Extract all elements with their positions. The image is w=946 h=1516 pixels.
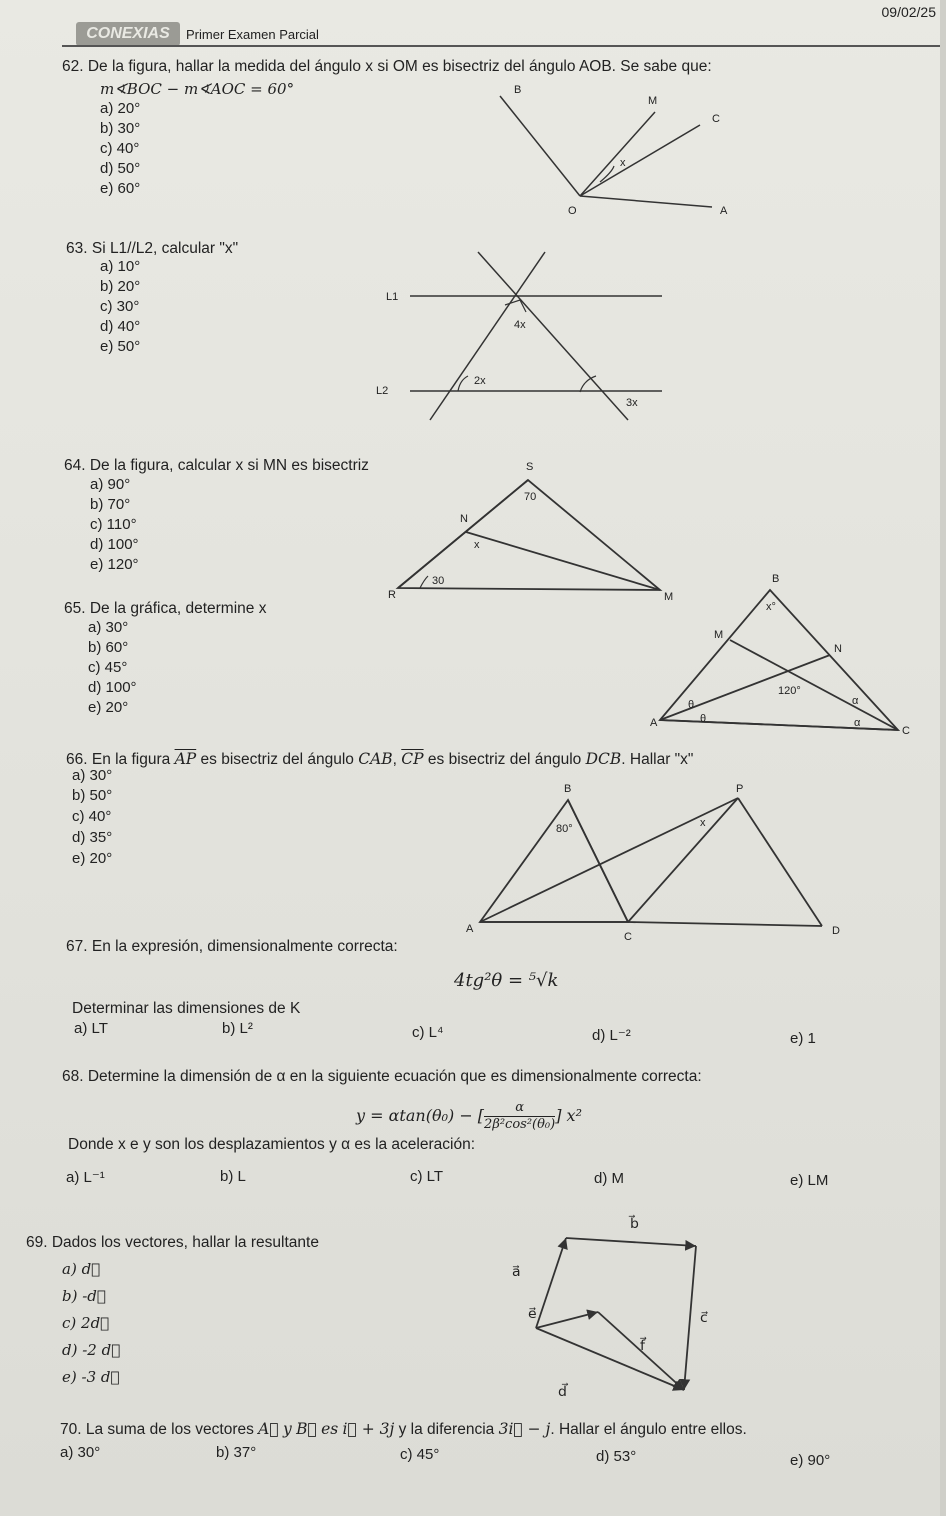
q65-text: 65. De la gráfica, determine x — [64, 600, 267, 617]
q62-option-e: e) 60° — [100, 180, 141, 197]
q66-label-C: C — [624, 931, 632, 943]
q68-formula-num: α — [484, 1100, 555, 1117]
q66-option-c: c) 40° — [72, 808, 112, 825]
q64-option-e: e) 120° — [90, 556, 139, 573]
q70-y: y — [282, 1420, 292, 1438]
q69-option-b: b) -d⃗ — [62, 1287, 106, 1305]
q69-option-e: e) -3 d⃗ — [62, 1368, 120, 1386]
q66-text-d: . Hallar "x" — [621, 751, 694, 768]
q65-label-theta1: θ — [688, 699, 695, 711]
q66-option-b: b) 50° — [72, 787, 113, 804]
q70-option-b: b) 37° — [216, 1444, 257, 1461]
q66-label-B: B — [564, 783, 572, 795]
q63-label-L2: L2 — [376, 385, 389, 397]
q70-vecA: A⃗ — [258, 1420, 279, 1438]
exam-title: Primer Examen Parcial — [186, 27, 319, 42]
q62-label-x: x — [620, 157, 626, 169]
q64-option-d: d) 100° — [90, 536, 139, 553]
q63-label-2x: 2x — [474, 375, 486, 387]
q64-label-M: M — [664, 591, 674, 603]
q63-label-3x: 3x — [626, 397, 638, 409]
q66-text-b: es bisectriz del ángulo — [200, 751, 354, 768]
q66-label-x: x — [700, 817, 706, 829]
q62-label-A: A — [720, 205, 728, 217]
q66-label-D: D — [832, 925, 840, 937]
q66-label-A: A — [466, 923, 474, 935]
q68-option-e: e) LM — [790, 1172, 829, 1189]
q66-cab: CAB — [358, 750, 393, 768]
q64-option-b: b) 70° — [90, 496, 131, 513]
q67-formula: 4tg²θ = ⁵√k — [454, 970, 559, 991]
q66-ap: $\overline{AP}$ — [174, 750, 197, 768]
q64-label-30: 30 — [432, 575, 445, 587]
q62-label-B: B — [514, 84, 522, 96]
q65-label-N: N — [834, 643, 842, 655]
q70-text-c: . Hallar el ángulo entre ellos. — [550, 1421, 747, 1438]
q70-option-e: e) 90° — [790, 1452, 831, 1469]
q66-label-P: P — [736, 783, 744, 795]
q70-option-d: d) 53° — [596, 1448, 637, 1465]
q67-option-c: c) L⁴ — [412, 1024, 444, 1041]
q68-note: Donde x e y son los desplazamientos y α es la aceleración: — [68, 1136, 476, 1153]
q65-label-A: A — [650, 717, 658, 729]
q64-option-a: a) 90° — [90, 476, 131, 493]
q66-option-e: e) 20° — [72, 850, 113, 867]
q70-text-a: 70. La suma de los vectores — [60, 1421, 254, 1438]
q66-cp: $\overline{CP}$ — [401, 750, 424, 768]
q65-label-B: B — [772, 573, 780, 585]
q65-label-theta2: θ — [700, 713, 707, 725]
q65-option-c: c) 45° — [88, 659, 128, 676]
q70-option-c: c) 45° — [400, 1446, 440, 1463]
q70-vecB: B⃗ — [296, 1420, 317, 1438]
q70-sum: i⃗ + 3j — [342, 1420, 395, 1438]
q66-dcb: DCB — [585, 750, 622, 768]
q65-label-alpha1: α — [852, 695, 859, 707]
logo: CONEXIAS — [76, 22, 180, 46]
q70-diff: 3i⃗ − j — [498, 1420, 551, 1438]
q68-formula-den: 2β²cos²(θ₀) — [484, 1117, 556, 1132]
q66-text-a: 66. En la figura — [66, 751, 171, 768]
q65-option-b: b) 60° — [88, 639, 129, 656]
q64-label-N: N — [460, 513, 468, 525]
q63-label-L1: L1 — [386, 291, 399, 303]
q62-option-b: b) 30° — [100, 120, 141, 137]
q66-option-d: d) 35° — [72, 829, 113, 846]
q65-option-e: e) 20° — [88, 699, 129, 716]
q62-option-a: a) 20° — [100, 100, 141, 117]
q67-text: 67. En la expresión, dimensionalmente correcta: — [66, 938, 398, 955]
q70-text-b: y la diferencia — [398, 1421, 495, 1438]
q65-label-120: 120° — [778, 685, 801, 697]
q65-option-d: d) 100° — [88, 679, 137, 696]
q69-label-d: d⃗ — [558, 1383, 567, 1399]
q64-label-S: S — [526, 461, 534, 473]
q67-option-b: b) L² — [222, 1020, 253, 1037]
q62-label-O: O — [568, 205, 577, 217]
q63-option-a: a) 10° — [100, 258, 141, 275]
q68-option-b: b) L — [220, 1168, 246, 1185]
q67-prompt: Determinar las dimensiones de K — [72, 1000, 301, 1017]
q64-label-R: R — [388, 589, 396, 601]
q68-option-c: c) LT — [410, 1168, 444, 1185]
q63-option-b: b) 20° — [100, 278, 141, 295]
q63-option-d: d) 40° — [100, 318, 141, 335]
q65-label-C: C — [902, 725, 910, 737]
q68-option-a: a) L⁻¹ — [66, 1169, 105, 1186]
q67-option-d: d) L⁻² — [592, 1027, 631, 1044]
q69-label-f: f⃗ — [640, 1337, 645, 1353]
q62-label-C: C — [712, 113, 720, 125]
q65-label-M: M — [714, 629, 724, 641]
q67-option-e: e) 1 — [790, 1030, 816, 1047]
q65-option-a: a) 30° — [88, 619, 129, 636]
q64-label-x: x — [474, 539, 480, 551]
q66-text: 66. En la figura $\overline{AP}$ es bisectriz del ángulo CAB, $\overline{CP}$ es bisectriz del ángulo DCB. Hallar "x" — [66, 750, 694, 768]
q66-text-c: es bisectriz del ángulo — [427, 751, 582, 768]
q69-option-a: a) d⃗ — [62, 1260, 101, 1278]
q65-label-alpha2: α — [854, 717, 861, 729]
q62-formula: m∢BOC − m∢AOC = 60° — [100, 80, 295, 98]
q69-option-c: c) 2d⃗ — [62, 1314, 110, 1332]
q68-formula-left: y = αtan(θ₀) − [ — [356, 1106, 485, 1125]
q62-option-d: d) 50° — [100, 160, 141, 177]
q63-option-c: c) 30° — [100, 298, 140, 315]
q63-option-e: e) 50° — [100, 338, 141, 355]
q68-option-d: d) M — [594, 1170, 624, 1187]
q68-formula-right: ] x² — [555, 1106, 582, 1125]
q62-option-c: c) 40° — [100, 140, 140, 157]
q64-text: 64. De la figura, calcular x si MN es bisectriz — [64, 457, 369, 474]
q69-label-b: b⃗ — [630, 1215, 639, 1231]
q64-option-c: c) 110° — [90, 516, 137, 533]
q67-option-a: a) LT — [74, 1020, 108, 1037]
q63-text: 63. Si L1//L2, calcular "x" — [66, 240, 239, 257]
q66-label-80: 80° — [556, 823, 573, 835]
q70-option-a: a) 30° — [60, 1444, 101, 1461]
date-stamp: 09/02/25 — [881, 4, 936, 20]
q63-label-4x: 4x — [514, 319, 526, 331]
q62-text: 62. De la figura, hallar la medida del ángulo x si OM es bisectriz del ángulo AOB. Se sabe que: — [62, 58, 712, 75]
q68-text: 68. Determine la dimensión de α en la siguiente ecuación que es dimensionalmente correcta: — [62, 1068, 702, 1085]
q65-label-x: x° — [766, 601, 776, 613]
q64-label-70: 70 — [524, 491, 537, 503]
q69-text: 69. Dados los vectores, hallar la resultante — [26, 1234, 319, 1251]
q66-option-a: a) 30° — [72, 767, 113, 784]
q70-es: es — [321, 1420, 339, 1438]
q69-label-c: c⃗ — [700, 1309, 708, 1325]
q69-label-a: a⃗ — [512, 1263, 521, 1279]
q70-text — [60, 1420, 747, 1439]
q69-label-e: e⃗ — [528, 1305, 537, 1321]
q69-option-d: d) -2 d⃗ — [62, 1341, 121, 1359]
q62-label-M: M — [648, 95, 658, 107]
